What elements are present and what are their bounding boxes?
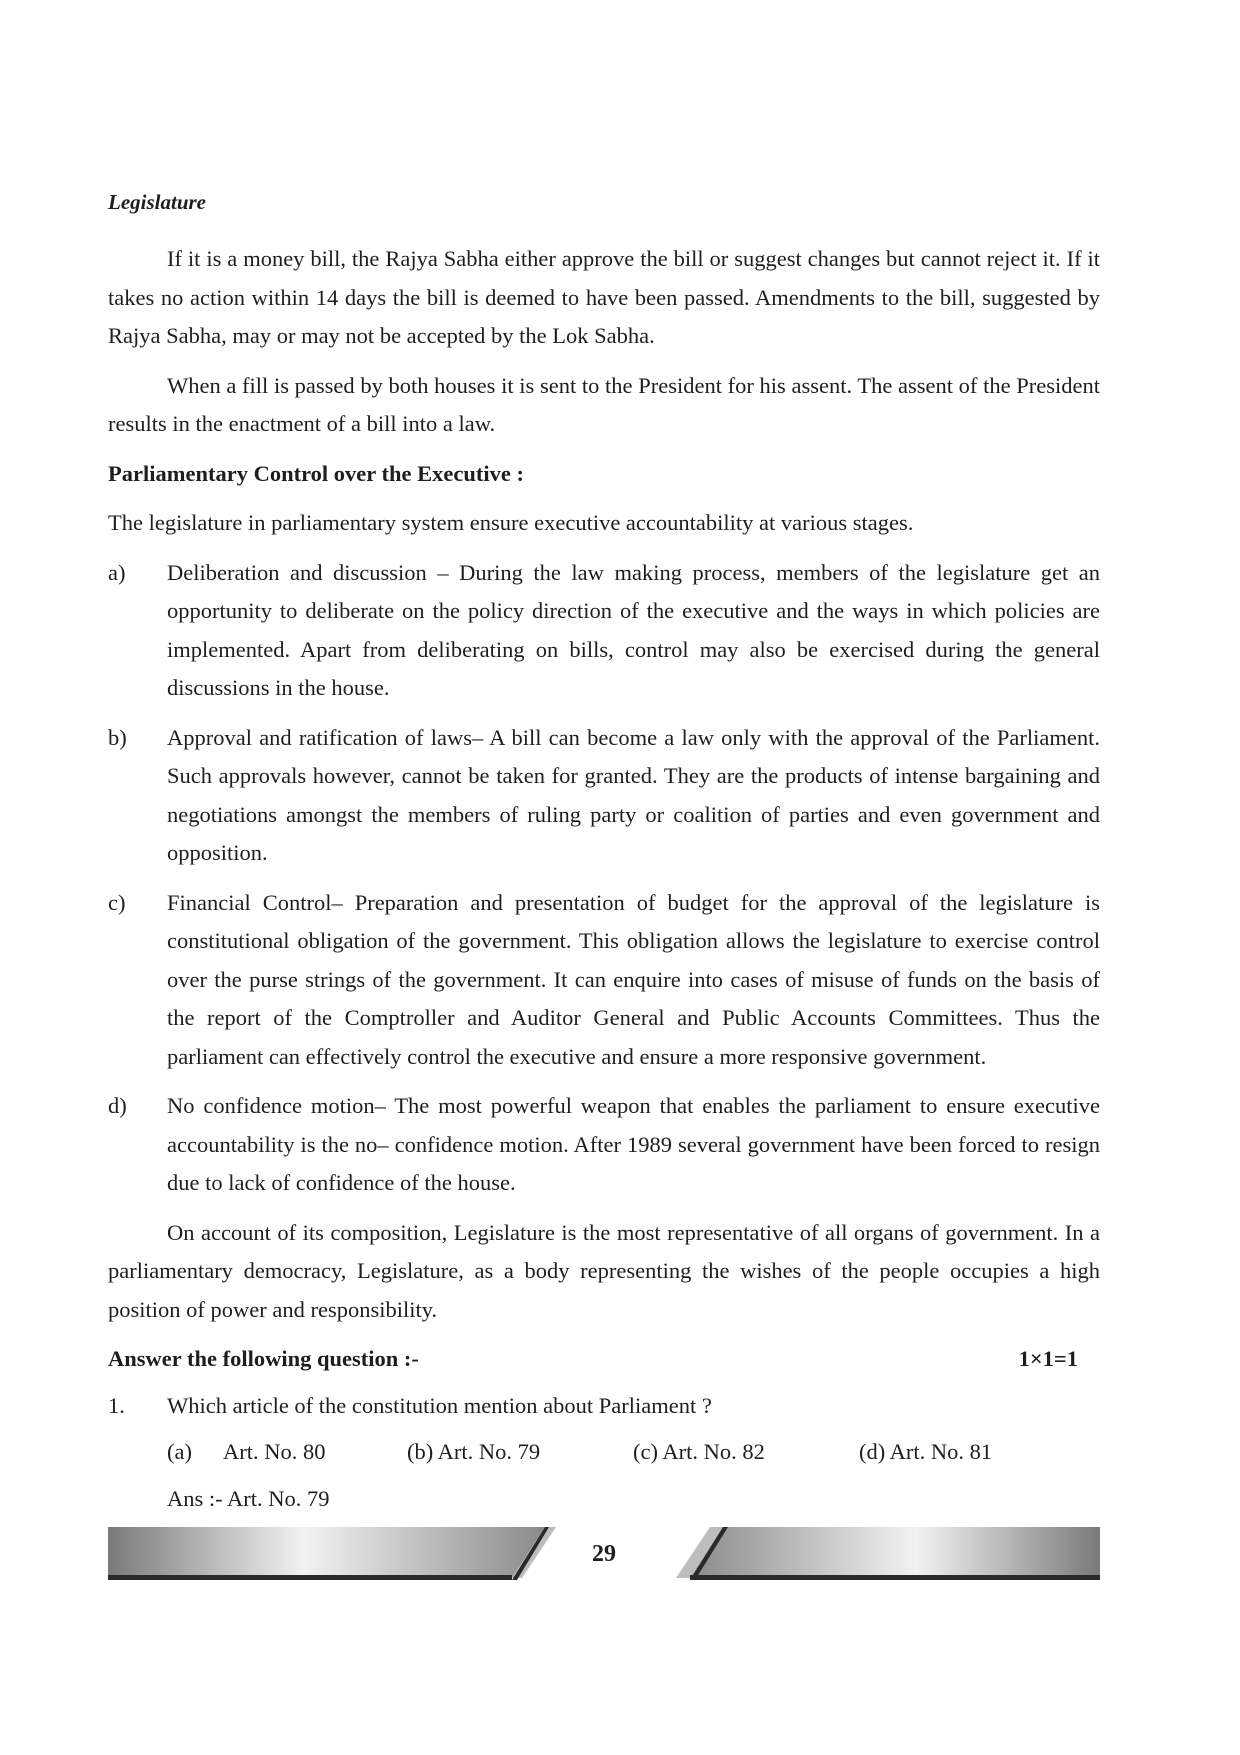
list-marker: d) <box>108 1093 127 1118</box>
closing-paragraph: On account of its composition, Legislature is the most representative of all organs of government. In a parliamentary democracy, Legislature, as a body representing the wishes of the people occupies a high position of power and responsibility. <box>108 1219 1100 1322</box>
list-marker: b) <box>108 724 127 750</box>
list-item <box>108 554 1100 708</box>
list-marker: c) <box>108 889 126 915</box>
list-item-text: Deliberation and discussion – During the law making process, members of the legislature get an opportunity to deliberate on the policy direction of the executive and the ways in which policies are implemented. Apart from deliberating on bills, control may also be exercised during the general discussions in the house. <box>167 559 1100 700</box>
page-content <box>108 240 1100 1518</box>
question-1 <box>108 1387 1100 1426</box>
paragraph-money-bill: If it is a money bill, the Rajya Sabha either approve the bill or suggest changes but cannot reject it. If it takes no action within 14 days the bill is deemed to have been passed. Amendments to the bill, suggested by Rajya Sabha, may or may not be accepted by the Lok Sabha. <box>108 246 1100 348</box>
option-d: (d) Art. No. 81 <box>859 1439 993 1464</box>
list-item <box>108 1087 1100 1203</box>
section-intro: The legislature in parliamentary system ensure executive accountability at various stages. <box>108 510 914 535</box>
question-number: 1. <box>108 1392 125 1418</box>
option-a-text: Art. No. 80 <box>223 1439 326 1464</box>
option-c: (c) Art. No. 82 <box>633 1439 765 1464</box>
question-options <box>108 1433 1100 1472</box>
running-head: Legislature <box>108 190 206 214</box>
list-item <box>108 884 1100 1077</box>
answer: Ans :- Art. No. 79 <box>167 1485 330 1511</box>
list-item-text: Approval and ratification of laws– A bill can become a law only with the approval of the Parliament. Such approvals however, cannot be taken for granted. They are the products of intense bargaining and negotiations amongst the members of ruling party or coalition of parties and even government and opposition. <box>167 724 1100 865</box>
option-a <box>167 1433 407 1472</box>
list-item <box>108 719 1100 873</box>
list-item-text: Financial Control– Preparation and presentation of budget for the approval of the legislature is constitutional obligation of the government. This obligation allows the legislature to exercise control over the purse strings of the government. It can enquire into cases of misuse of funds on the basis of the report of the Comptroller and Auditor General and Public Accounts Committees. Thus the parliament can effectively control the executive and ensure a more responsive government. <box>167 889 1100 1069</box>
question-text: Which article of the constitution mention about Parliament ? <box>167 1392 712 1418</box>
option-b: (b) Art. No. 79 <box>407 1439 541 1464</box>
questions-header <box>108 1340 1100 1379</box>
list-marker: a) <box>108 559 126 585</box>
list-item-text: No confidence motion– The most powerful weapon that enables the parliament to ensure executive accountability is the no– confidence motion. After 1989 several government have been forced to resign due to lack of confidence of the house. <box>167 1093 1100 1195</box>
paragraph-president-assent: When a fill is passed by both houses it is sent to the President for his assent. The assent of the President results in the enactment of a bill into a law. <box>108 372 1100 436</box>
questions-heading: Answer the following question :- <box>108 1346 419 1371</box>
page-number: 29 <box>592 1541 616 1567</box>
marks-label: 1×1=1 <box>1018 1346 1078 1371</box>
option-a-label: (a) <box>167 1439 192 1464</box>
section-heading: Parliamentary Control over the Executive : <box>108 460 524 486</box>
